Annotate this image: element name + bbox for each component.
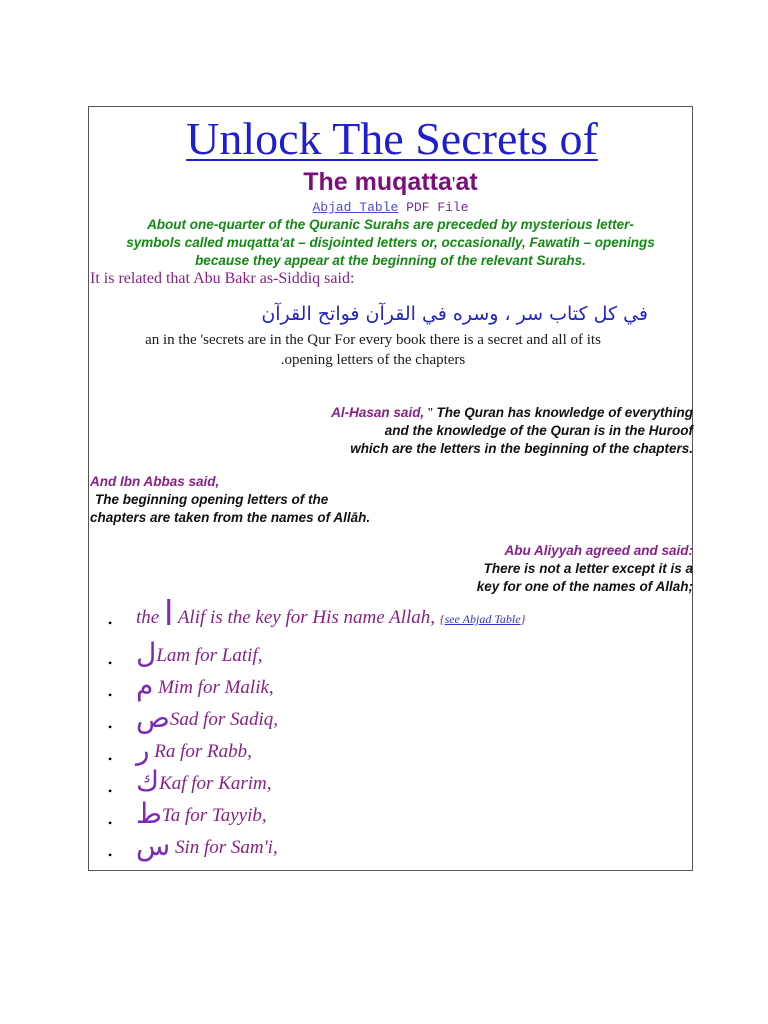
hasan-text-1: The Quran has knowledge of everything [436,405,693,420]
letter-row [108,829,278,862]
list-item [108,701,525,740]
letter-text: Kaf for Karim, [159,773,272,794]
letter-text: Alif is the key for His name Allah, [173,607,440,628]
ta-glyph: ط [136,797,162,830]
page-subtitle [88,168,693,197]
letter-text: Lam for Latif, [156,645,263,666]
abbas-line-2: chapters are taken from the names of Allāh. [90,510,371,525]
letter-text: Sin for Sam'i, [170,837,278,858]
subtitle-main: The muqatta [303,168,452,196]
bullet: • [108,848,113,862]
see-abjad-table-link[interactable]: see Abjad Table [444,612,521,626]
pdf-file-label: PDF File [406,200,469,215]
abbas-line-1: The beginning opening letters of the [95,492,329,507]
letter-pre: the [136,607,164,628]
page-title: Unlock The Secrets of [186,113,598,164]
subtitle-tail: at [455,168,478,196]
letter-row [108,733,252,766]
sad-glyph: ص [136,701,170,734]
bullet: • [108,688,113,702]
letter-row [108,669,274,702]
hasan-quote-mark: " [424,405,437,420]
letter-text: Mim for Malik, [153,677,274,698]
see-abjad-link-wrap [440,612,526,626]
hasan-line-1 [331,405,693,421]
list-item [108,596,525,644]
bullet: • [108,656,113,670]
lam-glyph: ل [136,637,157,670]
bullet: • [108,816,113,830]
hasan-line-3: which are the letters in the beginning of the chapters. [350,441,693,456]
list-item [108,765,525,804]
list-item [108,637,525,676]
related-text: It is related that Abu Bakr as-Siddiq said: [90,270,355,287]
list-item [108,829,525,868]
sin-glyph: س [136,829,171,862]
bullet: • [108,784,113,798]
list-item [108,669,525,708]
intro-line-1: About one-quarter of the Quranic Surahs are preceded by mysterious letter- [147,217,634,232]
aliyyah-line-1: There is not a letter except it is a [483,561,693,576]
letter-text: Ta for Tayyib, [161,805,267,826]
intro-line-2: symbols called muqatta'at – disjointed letters or, occasionally, Fawatih – openings [126,235,655,250]
kaf-glyph: ك [136,765,160,798]
translation-line-2: .opening letters of the chapters [280,352,466,368]
pdf-line [88,200,693,215]
aliyyah-line-2: key for one of the names of Allah; [476,579,693,594]
brace-open: { [439,612,445,626]
bullet: • [108,720,113,734]
subtitle-apostrophe: ' [451,173,456,195]
letter-row [108,637,263,670]
bullet: • [108,752,113,766]
hasan-label: Al-Hasan said, [331,405,425,420]
letter-row [108,701,279,734]
letters-list [108,596,525,868]
letter-row [108,765,272,798]
abbas-label: And Ibn Abbas said, [90,474,220,489]
list-item [108,733,525,772]
translation-line-1: an in the 'secrets are in the Qur For every book there is a secret and all of its [145,332,601,348]
alif-glyph: ا [163,594,174,634]
abjad-table-link[interactable]: Abjad Table [312,200,399,215]
list-item [108,797,525,836]
bullet: • [108,616,113,630]
brace-close: } [520,612,526,626]
intro-line-3: because they appear at the beginning of the relevant Surahs. [195,253,586,268]
hasan-line-2: and the knowledge of the Quran is in the Huroof [384,423,693,438]
letter-text: Sad for Sadiq, [169,709,279,730]
arabic-quote: في كل كتاب سر ، وسره في القرآن فواتح القرآن [261,303,648,325]
letter-row [108,797,267,830]
aliyyah-label: Abu Aliyyah agreed and said: [504,543,693,558]
letter-text: Ra for Rabb, [149,741,252,762]
mim-glyph: م [136,669,154,702]
ra-glyph: ر [136,733,150,766]
